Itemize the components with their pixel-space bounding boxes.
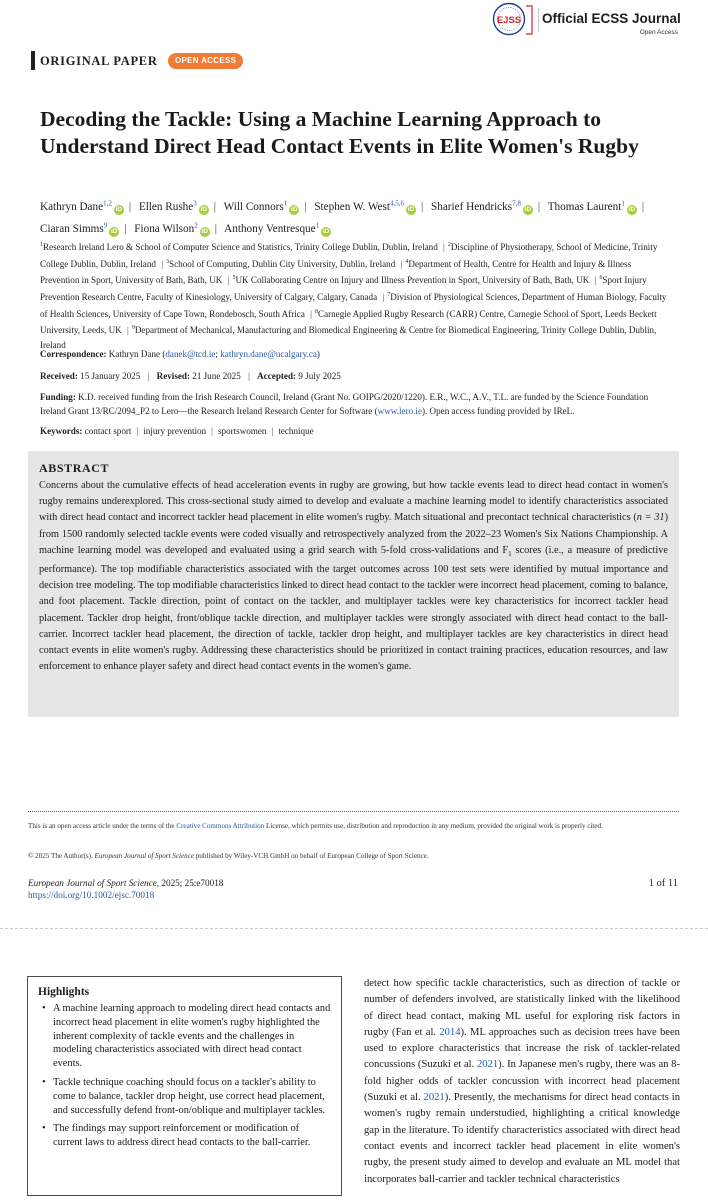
funding-text-end: ). Open access funding provided by IReL.: [421, 405, 575, 416]
citation-link[interactable]: 2021: [423, 1092, 445, 1104]
abstract-f1-sub: 1: [508, 549, 512, 558]
author: [224, 223, 331, 235]
author-name: Fiona Wilson: [134, 223, 195, 236]
article-dates: Received: 15 January 2025 | Revised: 21 June 2025 | Accepted: 9 July 2025: [40, 371, 341, 381]
abstract-text: Concerns about the cumulative effects of head acceleration events in rugby are growing, but how tackle events lead to direct head contact in women's rugby remains underexplored. This cross-sectional study aimed to develop and evaluate a machine learning model to identify characteristics associated with direct head contact and incorrect tackler head placement in elite women's rugby. Match situational and precontact technical characteristics (n = 31) from 1500 randomly selected tackle events were coded visually and retrospectively analyzed from the 2022–23 Women's Six Nations Championship. A machine learning model was developed and evaluated using a grid search with 5-fold cross-validations and $F_1$ scores (i.e., a measure of predictive performance). The top modifiable characteristics associated with the target outcomes across 100 test sets were identified by mutual importance and decision tree modeling. The top modifiable characteristics linked to direct head contact to the tackler were incorrect head placement, coming to balance, and foot placement. Tackle direction, point of contact on the tackler, and multiplayer tackles were key characteristics for incorrect tackler head placement. Tackler drop height, front/oblique tackle direction, and multiplayer tackles were strongly associated with direct head contact to the ball-carrier. Incorrect tackler head placement, the direction of tackle, tackler drop height, and multiplayer tackles are key characteristics in direct head contact events in elite women's rugby. Addressing these characteristics should be prioritized in contact training practices, education resources, and law enforcement to enhance player safety and direct head contact events in the women's game.: [39, 480, 668, 673]
orcid-icon[interactable]: iD: [291, 205, 298, 213]
abstract-n: n = 31: [636, 512, 665, 524]
author-name: Anthony Ventresque: [224, 223, 316, 236]
affiliation-separator: |: [310, 308, 312, 319]
keyword: contact sport: [84, 426, 132, 436]
highlights-box: [27, 976, 342, 1196]
orcid-icon[interactable]: iD: [201, 228, 208, 236]
orcid-icon[interactable]: iD: [524, 205, 532, 213]
affiliation-separator: |: [227, 275, 230, 286]
author-affiliation-sup: 2: [194, 221, 198, 230]
affiliation-separator: |: [400, 258, 403, 269]
page-number: 1 of 11: [648, 878, 678, 889]
author: [40, 201, 124, 213]
orcid-icon[interactable]: iD: [110, 228, 118, 236]
correspondence-email-2[interactable]: kathryn.dane@ucalgary.ca: [220, 349, 317, 359]
paper-type-bar: [31, 51, 35, 70]
author-name: Stephen W. West: [314, 200, 390, 213]
ejss-emblem-icon: [492, 2, 534, 36]
author-name: Ellen Rushe: [138, 200, 194, 213]
keyword: sportswomen: [217, 426, 267, 436]
logo-text: EJSS: [496, 15, 522, 26]
author-affiliation-sup: 7,8: [512, 199, 521, 207]
keyword: injury prevention: [143, 426, 207, 436]
revised-date: 21 June 2025: [192, 371, 241, 381]
author-separator: |: [420, 200, 424, 213]
funding-link[interactable]: www.lero.ie: [377, 405, 422, 416]
highlights-title: Highlights: [38, 986, 90, 998]
affiliation-item: $^1$Research Ireland Lero & School of Computer Science and Statistics, Trinity College Dublin, Dublin, Ireland: [40, 242, 438, 253]
affiliation-item: $^6$Sport Injury Prevention Research Centre, Faculty of Kinesiology, University of Calgary, Calgary, Canada: [40, 275, 647, 302]
affiliation-separator: |: [594, 275, 597, 286]
journal-open-access-sub: Open Access: [639, 29, 678, 36]
bullet-icon: •: [42, 1003, 46, 1014]
highlights-list: [38, 1002, 331, 1150]
affiliation-item: $^8$Carnegie Applied Rugby Research (CARR) Centre, Carnegie School of Sport, Leeds Beckett University, Leeds, UK: [40, 308, 657, 336]
orcid-icon[interactable]: iD: [407, 205, 415, 213]
correspondence-name: Kathryn Dane: [108, 349, 161, 359]
highlight-item: • A machine learning approach to modeling direct head contacts and incorrect head placement in elite women's rugby highlighted the inherent complexity of tackle events and the challenges in modeling characteristics associated with direct head contact events.: [42, 1003, 331, 1070]
page-break: [0, 918, 708, 940]
author-name: Thomas Laurent: [547, 200, 622, 213]
journal-logo[interactable]: [492, 2, 682, 36]
author-separator: |: [641, 200, 645, 213]
affiliation-separator: |: [161, 258, 164, 269]
copyright-notice: © 2025 The Author(s). European Journal of Sport Science published by Wiley-VCH GmbH on behalf of European College of Sport Science.: [28, 852, 429, 860]
keyword: technique: [278, 426, 314, 436]
author-affiliation-sup: 1: [315, 221, 320, 230]
paper-title: Decoding the Tackle: Using a Machine Learning Approach to Understand Direct Head Contact Events in Elite Women's Rugby: [40, 107, 639, 158]
abstract-box: [28, 451, 679, 717]
affiliation-item: $^2$Discipline of Physiotherapy, School of Medicine, Trinity College Dublin, Dublin, Ireland: [40, 242, 658, 269]
affiliation-item: $^5$UK Collaborating Centre on Injury and Illness Prevention in Sport, University of Bath, Bath, UK: [232, 275, 590, 286]
funding-label: Funding:: [40, 392, 76, 402]
body-text-column: detect how specific tackle characteristics, such as direction of tackle or number of defenders involved, are statistically linked with the likelihood of direct head contact, making ML useful for exploring risk factors in rugby (Fan et al. 2014). ML approaches such as decision trees have been used to explore characteristics that increase the risk of tackler-related concussions (Suzuki et al. 2021). In Japanese men's rugby, there was an 8-fold higher odds of tackler concussion with incorrect head placement (Suzuki et al. 2021). Presently, the mechanisms for direct head contacts in women's rugby remain understudied, highlighting a critical knowledge gap in the literature. To identify characteristics associated with direct head contact events and incorrect tackler head placement in elite women's rugby, the present study aimed to develop and evaluate an ML model that incorporates ball-carrier and tackler technical characteristics: [364, 978, 681, 1185]
affiliations: [40, 238, 672, 352]
abstract-heading: ABSTRACT: [39, 461, 110, 475]
author-list: [40, 194, 670, 239]
author-separator: |: [304, 200, 307, 213]
author-affiliation-sup: 1,2: [103, 199, 112, 207]
affiliation-item: $^7$Division of Physiological Sciences, Department of Human Biology, Faculty of Health Sciences, University of Cape Town, Rondebosch, South Africa: [40, 291, 667, 319]
orcid-icon[interactable]: iD: [628, 205, 636, 213]
affiliation-separator: |: [127, 325, 129, 336]
author: [134, 223, 209, 235]
highlight-item: • The findings may support reinforcement or modification of current laws to address direct head contacts to the ball-carrier.: [42, 1123, 311, 1149]
received-date: 15 January 2025: [80, 371, 141, 381]
author: [224, 201, 300, 213]
revised-label: Revised:: [156, 371, 190, 381]
bullet-icon: •: [42, 1123, 46, 1135]
author-affiliation-sup: 1: [621, 199, 625, 207]
author-name: Will Connors: [223, 200, 284, 213]
correspondence-label: Correspondence:: [40, 349, 107, 359]
license-divider: [28, 811, 679, 812]
keywords-label: Keywords:: [40, 426, 83, 436]
author-separator: |: [214, 223, 217, 236]
author-separator: |: [124, 223, 127, 236]
received-label: Received:: [40, 371, 78, 381]
journal-name: Official ECSS Journal: [542, 11, 681, 26]
funding: [40, 391, 676, 419]
author: [548, 201, 637, 213]
page-break-line: [0, 928, 708, 929]
funding-text: K.D. received funding from the Irish Research Council, Ireland (Grant No. GOIPG/2020/1220). E.R., W.C., A.V., T.L. are funded by the Science Foundation Ireland Grant 13/RC/2094_P2 to Lero—the Research Ireland Research Center for Software (: [40, 392, 649, 416]
author-name: Ciaran Simms: [40, 223, 104, 236]
doi-link[interactable]: https://doi.org/10.1002/ejsc.70018: [28, 890, 155, 900]
open-access-badge: OPEN ACCESS: [168, 53, 243, 69]
author-affiliation-sup: 9: [103, 221, 108, 230]
orcid-icon[interactable]: iD: [115, 205, 123, 213]
author-affiliation-sup: 3: [193, 199, 197, 207]
paper-type: ORIGINAL PAPER: [40, 54, 158, 68]
affiliation-item: $^4$Department of Health, Centre for Health and Injury & Illness Prevention in Sport, University of Bath, Bath, UK: [40, 258, 632, 286]
author-separator: |: [537, 200, 541, 213]
footer-citation-text: , 2025; 25:e70018: [156, 878, 224, 888]
affiliation-separator: |: [382, 291, 385, 302]
orcid-icon[interactable]: iD: [200, 205, 207, 213]
license-notice: This is an open access article under the terms of the Creative Commons Attribution License, which permits use, distribution and reproduction in any medium, provided the original work is properly cited.: [28, 822, 603, 830]
author-affiliation-sup: 4,5,6: [389, 199, 404, 207]
highlight-item: • Tackle technique coaching should focus on a tackler's ability to come to balance, tackler drop height, use correct head placement, and successfully defend front-on/oblique and multiplayer tackles.: [42, 1076, 326, 1116]
author-name: Sharief Hendricks: [431, 200, 513, 213]
author: [139, 201, 209, 213]
author: [40, 223, 119, 235]
affiliation-item: $^9$Department of Mechanical, Manufacturing and Biomedical Engineering & Centre for Biomedical Engineering, Trinity College Dublin, Dublin, Ireland: [40, 325, 657, 350]
accepted-date: 9 July 2025: [298, 371, 341, 381]
citation-link[interactable]: 2014: [439, 1026, 461, 1038]
author-affiliation-sup: 1: [283, 199, 288, 207]
cc-license-link[interactable]: Creative Commons Attribution: [176, 822, 265, 830]
author-separator: |: [128, 200, 132, 213]
bullet-icon: •: [42, 1076, 46, 1088]
author-separator: |: [213, 200, 216, 213]
author: [431, 201, 533, 213]
accepted-label: Accepted:: [257, 371, 297, 381]
author: [314, 201, 416, 213]
keywords: Keywords: contact sport | injury prevention | sportswomen | technique: [40, 426, 314, 436]
footer-citation: [28, 877, 223, 889]
author-name: Kathryn Dane: [40, 200, 104, 213]
citation-link[interactable]: 2021: [476, 1059, 499, 1071]
logo-divider: [538, 8, 539, 32]
affiliation-item: $^3$School of Computing, Dublin City University, Dublin, Ireland: [166, 258, 396, 269]
correspondence-email-1[interactable]: danek@tcd.ie: [165, 349, 216, 359]
correspondence: Correspondence: Kathryn Dane (danek@tcd.ie; kathryn.dane@ucalgary.ca): [40, 349, 320, 359]
orcid-icon[interactable]: iD: [322, 228, 330, 236]
affiliation-separator: |: [443, 242, 445, 253]
footer-journal-name: European Journal of Sport Science: [28, 878, 157, 888]
